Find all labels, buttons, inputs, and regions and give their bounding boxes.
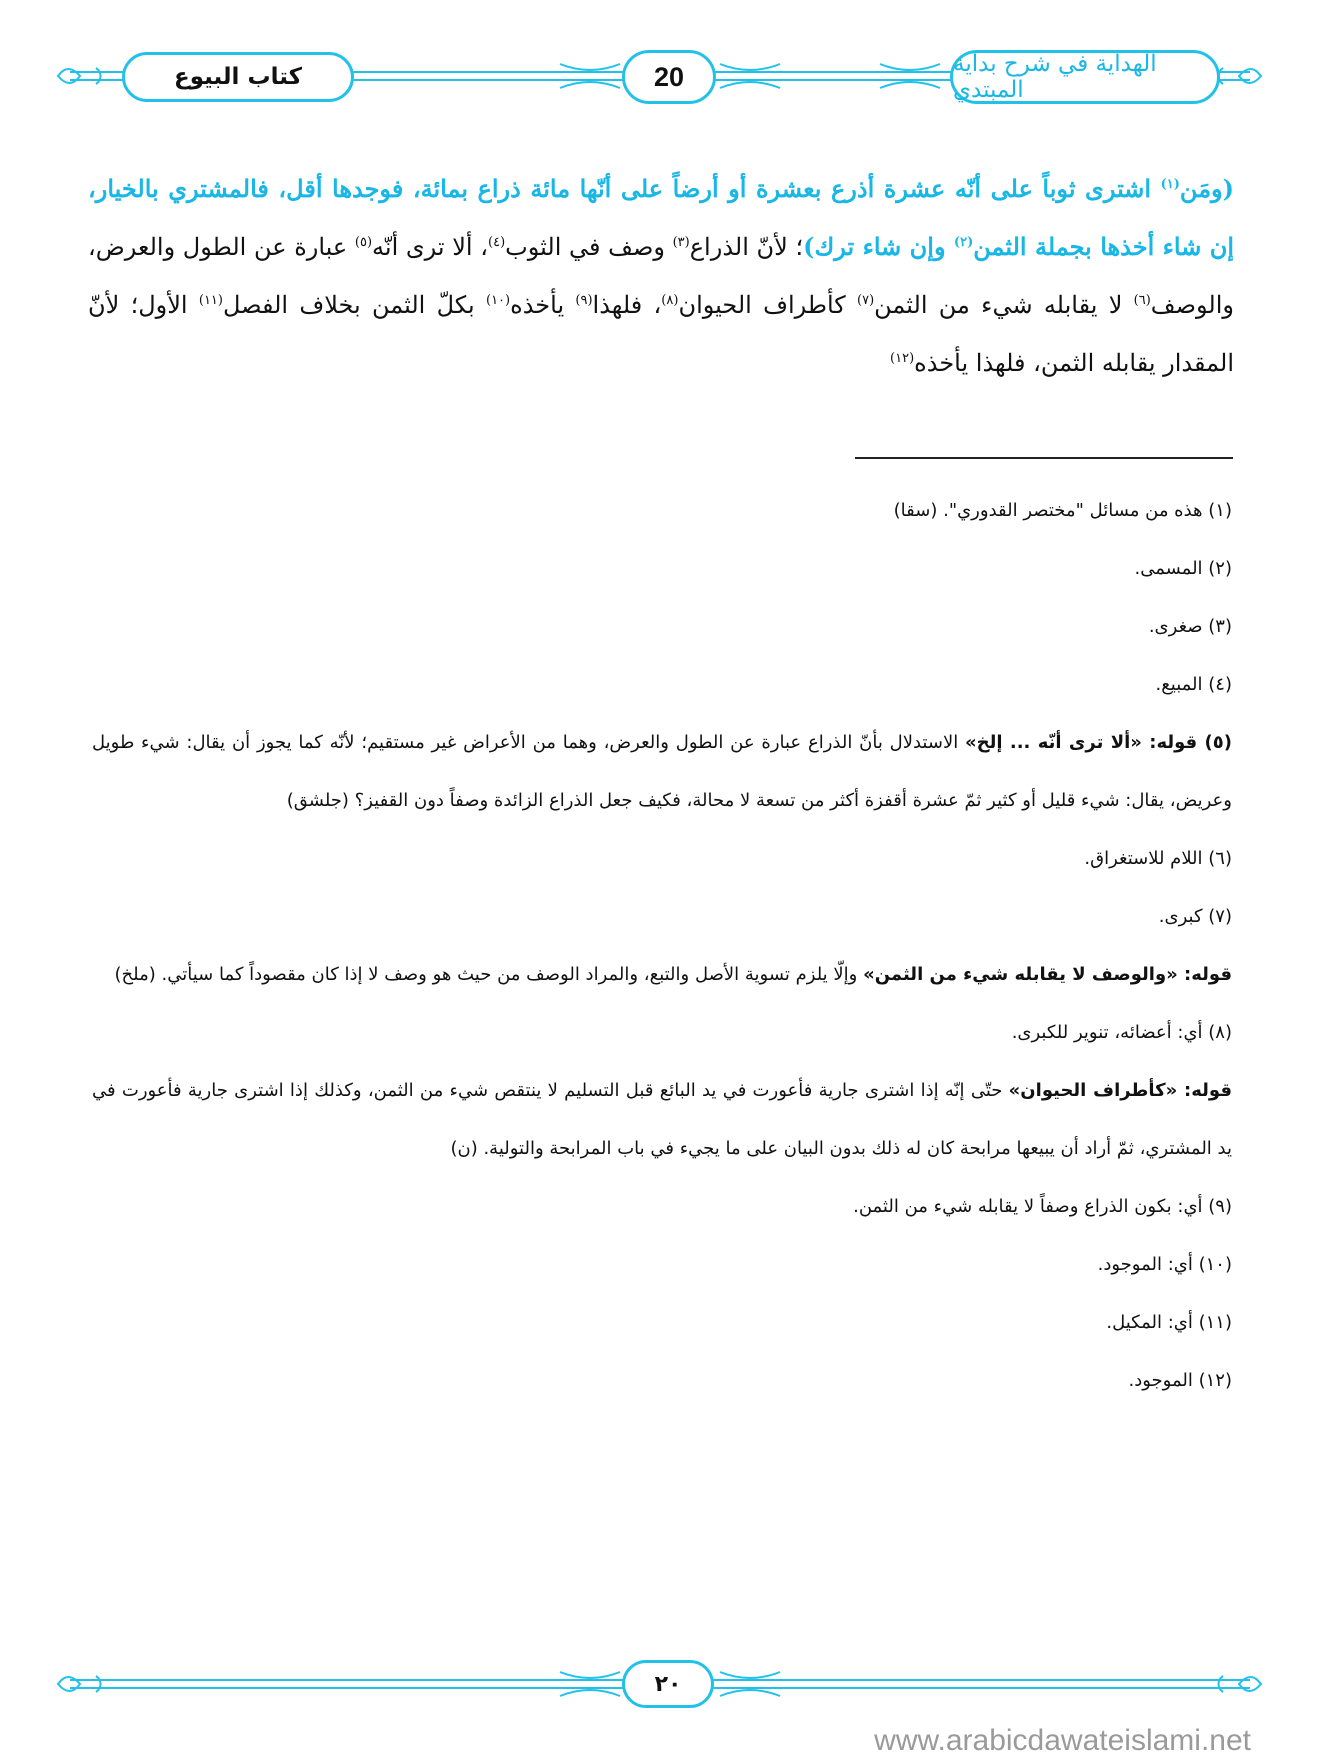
footnote-body: حتّى إنّه إذا اشترى جارية فأعورت في يد البائع قبل التسليم لا ينتقص شيء من الثمن، وكذلك إذا اشترى جارية فأعورت في يد المشتري، ثمّ أراد أن يبيعها مرابحة كان له ذلك بدون البيان على ما يجيء في باب المرابحة والتولية. (ن) [92,1080,1232,1159]
footnote-ref: (٥) [354,235,373,250]
commentary-text: كأطراف الحيوان [678,291,857,319]
commentary-text: وصف في الثوب [505,233,673,261]
footnote-quote: قوله: «كأطراف الحيوان» [1008,1080,1232,1101]
footnote-7: (٧) كبرى. [1158,906,1232,927]
footnote-11: (١١) أي: المكيل. [1106,1312,1232,1333]
footnote-ref: (٩) [575,293,593,308]
commentary-text: ، فلهذا [592,291,662,319]
series-title-badge: الهداية في شرح بداية المبتدي [950,50,1220,104]
commentary-text: ، ألا ترى أنّه [372,233,488,261]
footnote-ref: (٤) [488,235,506,250]
commentary-text: بكلّ الثمن بخلاف الفصل [222,291,486,319]
matn-text: (ومَن [1179,174,1234,203]
footnote-ref: (٧) [857,293,875,308]
footnote-12: (١٢) الموجود. [1128,1370,1232,1391]
book-title-badge: كتاب البيوع [122,52,354,102]
footnote-4: (٤) المبيع. [1155,674,1232,695]
commentary-text: ؛ لأنّ الذراع [689,233,804,261]
footnote-body: الاستدلال بأنّ الذراع عبارة عن الطول والعرض، وهما من الأعراض غير مستقيم؛ لأنّه كما يجوز أن يقال: شيء طويل وعريض، يقال: شيء قليل أو كثير ثمّ عشرة أقفزة أكثر من تسعة لا محالة، فكيف جعل الذراع الزائدة وصفاً دون القفيز؟ (جلشق) [92,732,1232,811]
footnote-8-commentary [92,1062,1232,1178]
footnote-ref: (٣) [672,235,690,250]
footnote-ref: (١) [1160,177,1180,192]
footnote-quote: قوله: «والوصف لا يقابله شيء من الثمن» [863,964,1232,985]
matn-text: اشترى ثوباً على أنّه عشرة أذرع بعشرة أو أرضاً على أنّها مائة ذراع بمائة، فوجدها أقل، فالمشتري بالخيار، إن شاء أخذها بجملة الثمن [88,174,1235,261]
footnote-9: (٩) أي: بكون الذراع وصفاً لا يقابله شيء من الثمن. [853,1196,1232,1217]
footnote-8: (٨) أي: أعضائه، تنوير للكبرى. [1011,1022,1232,1043]
footnote-6: (٦) اللام للاستغراق. [1084,848,1232,869]
footnote-ref: (٦) [1133,293,1151,308]
footnote-ref: (١١) [198,293,223,308]
footnotes [92,482,1232,1410]
footnote-2: (٢) المسمى. [1134,558,1232,579]
matn-text: وإن شاء ترك) [803,232,954,261]
main-text [88,160,1234,392]
commentary-text: لا يقابله شيء من الثمن [874,291,1134,319]
footer-page-number: ٢٠ [622,1660,714,1708]
page-footer [0,1640,1319,1760]
footnote-1: (١) هذه من مسائل "مختصر القدوري". (سقا) [893,500,1232,521]
page-number-badge: 20 [622,50,716,104]
commentary-text: عبارة عن الطول والعرض، والوصف [88,233,1234,319]
website-watermark: www.arabicdawateislami.net [874,1724,1251,1757]
page-header [0,0,1319,140]
commentary-text: يأخذه [510,291,576,319]
footnote-3: (٣) صغرى. [1148,616,1232,637]
footnote-7-commentary [92,946,1232,1004]
footnote-ref: (١٢) [890,351,915,366]
footnote-5 [92,714,1232,830]
footnote-separator [855,457,1233,459]
footnote-10: (١٠) أي: الموجود. [1097,1254,1232,1275]
footnote-quote: (٥) قوله: «ألا ترى أنّه ... إلخ» [965,732,1232,753]
footnote-ref: (٢) [953,235,974,250]
commentary-text: الأول؛ لأنّ المقدار يقابله الثمن، فلهذا يأخذه [88,291,1234,377]
footnote-ref: (١٠) [486,293,511,308]
footnote-ref: (٨) [661,293,679,308]
footnote-body: وإلّا يلزم تسوية الأصل والتبع، والمراد الوصف من حيث هو وصف لا إذا كان مقصوداً كما سيأتي. (ملخ) [114,964,864,985]
